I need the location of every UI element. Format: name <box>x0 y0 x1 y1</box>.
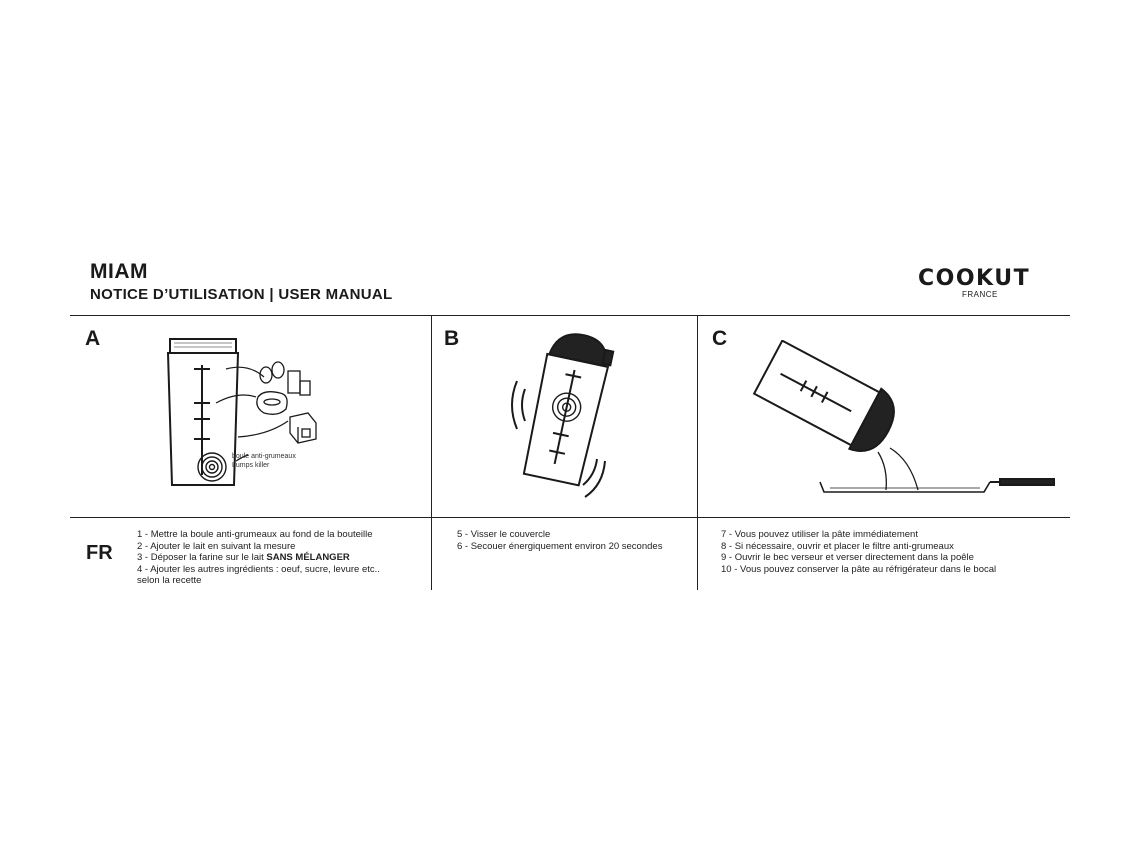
cookut-logo <box>918 262 1048 302</box>
column-divider-1 <box>431 315 432 590</box>
lumps-killer-annotation <box>232 452 296 470</box>
frying-pan-icon <box>820 479 1054 492</box>
step-a-label: A <box>85 327 101 350</box>
eggs-icon <box>260 362 284 383</box>
flour-bag-icon <box>257 392 287 415</box>
instructions-step-a <box>137 529 380 587</box>
instructions-step-b <box>457 529 662 552</box>
column-divider-2 <box>697 315 698 590</box>
instruction-8: 8 - Si nécessaire, ouvrir et placer le filtre anti-grumeaux <box>721 540 954 552</box>
instruction-4: 4 - Ajouter les autres ingrédients : oeuf, sucre, levure etc.. <box>137 563 380 575</box>
lumps-killer-ball-icon <box>198 453 226 481</box>
instruction-7: 7 - Vous pouvez utiliser la pâte immédiatement <box>721 529 918 540</box>
step-c-illustration <box>750 340 1060 500</box>
bottle-lid-icon <box>170 339 236 353</box>
instruction-6: 6 - Secouer énergiquement environ 20 secondes <box>457 540 663 552</box>
header-divider <box>70 315 1070 316</box>
instruction-5: 5 - Visser le couvercle <box>457 529 551 540</box>
step-b-illustration <box>505 325 625 505</box>
language-label: FR <box>86 542 113 564</box>
instruction-1: 1 - Mettre la boule anti-grumeaux au fond de la bouteille <box>137 529 373 540</box>
instruction-2: 2 - Ajouter le lait en suivant la mesure <box>137 540 296 552</box>
document-subtitle: NOTICE D’UTILISATION | USER MANUAL <box>90 286 393 303</box>
instruction-3-emphasis: SANS MÉLANGER <box>266 552 350 564</box>
logo-country: FRANCE <box>962 290 998 299</box>
instruction-3 <box>137 552 380 564</box>
instruction-9: 9 - Ouvrir le bec verseur et verser directement dans la poêle <box>721 552 974 564</box>
instruction-10: 10 - Vous pouvez conserver la pâte au réfrigérateur dans le bocal <box>721 563 997 575</box>
document-title: MIAM <box>90 260 148 283</box>
logo-wordmark: COOKUT <box>918 266 1031 291</box>
instruction-3-text: 3 - Déposer la farine sur le lait <box>137 552 267 564</box>
sugar-box-icon <box>288 371 310 395</box>
annotation-en: Lumps killer <box>232 462 270 469</box>
instructions-step-c <box>721 529 996 575</box>
step-b-label: B <box>444 327 460 350</box>
annotation-fr: boule anti-grumeaux <box>232 453 296 460</box>
step-a-illustration <box>160 335 360 495</box>
step-c-label: C <box>712 327 728 350</box>
batter-pour-icon <box>878 448 918 490</box>
instruction-4-continued: selon la recette <box>137 575 202 587</box>
section-divider <box>70 517 1070 518</box>
milk-carton-icon <box>290 413 316 443</box>
